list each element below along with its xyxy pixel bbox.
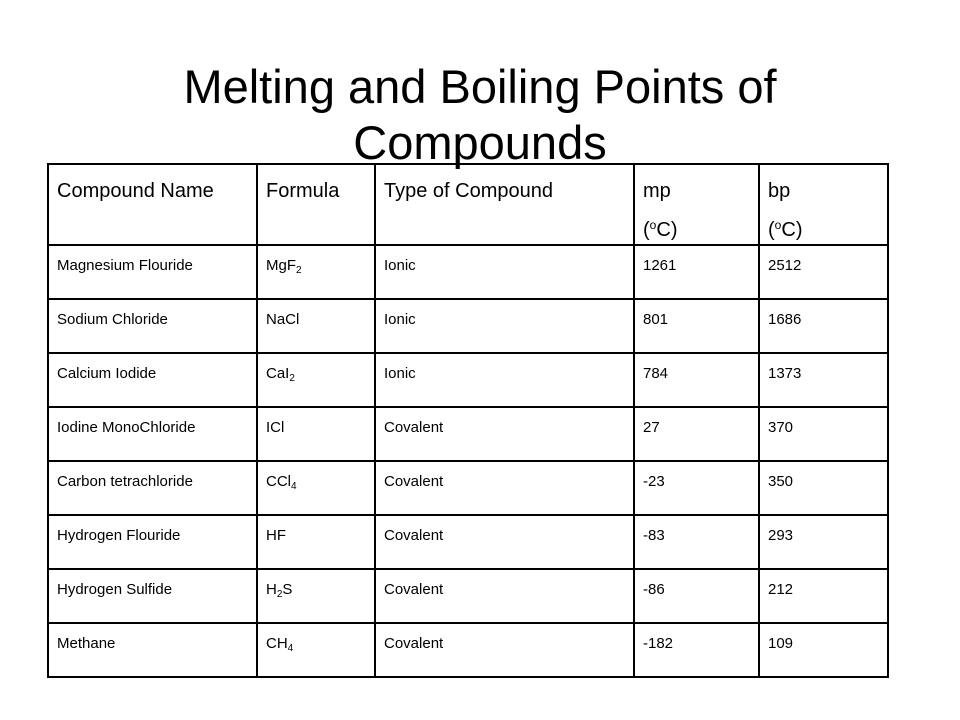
cell-type: Covalent — [375, 623, 634, 677]
cell-mp: -182 — [634, 623, 759, 677]
cell-name: Methane — [48, 623, 257, 677]
cell-formula: ICl — [257, 407, 375, 461]
table-row — [48, 461, 888, 515]
table-row — [48, 353, 888, 407]
table-row — [48, 245, 888, 299]
cell-bp: 1373 — [759, 353, 888, 407]
header-formula: Formula — [257, 164, 375, 245]
header-compound-name: Compound Name — [48, 164, 257, 245]
cell-type: Ionic — [375, 299, 634, 353]
header-mp — [634, 164, 759, 245]
cell-bp: 370 — [759, 407, 888, 461]
cell-mp: 784 — [634, 353, 759, 407]
cell-bp: 2512 — [759, 245, 888, 299]
header-bp-unit: ($^o$C) — [768, 218, 803, 241]
degree-sup: o — [774, 218, 782, 232]
header-bp-label: bp — [768, 180, 791, 202]
cell-mp: 1261 — [634, 245, 759, 299]
header-type: Type of Compound — [375, 164, 634, 245]
header-bp — [759, 164, 888, 245]
cell-type: Ionic — [375, 245, 634, 299]
cell-bp: 212 — [759, 569, 888, 623]
cell-type: Ionic — [375, 353, 634, 407]
header-mp-unit: ($^o$C) — [643, 218, 678, 241]
cell-type: Covalent — [375, 407, 634, 461]
cell-formula: $H_2S$ — [257, 569, 375, 623]
cell-name: Iodine MonoChloride — [48, 407, 257, 461]
table-row — [48, 569, 888, 623]
compounds-table — [47, 163, 889, 678]
cell-name: Sodium Chloride — [48, 299, 257, 353]
cell-formula: $CH_4$ — [257, 623, 375, 677]
table-row — [48, 299, 888, 353]
cell-mp: -23 — [634, 461, 759, 515]
cell-name: Magnesium Flouride — [48, 245, 257, 299]
unit-letter: C — [781, 219, 796, 241]
cell-bp: 109 — [759, 623, 888, 677]
table-row — [48, 515, 888, 569]
cell-name: Calcium Iodide — [48, 353, 257, 407]
degree-sup: o — [649, 218, 657, 232]
title-line-2: Compounds — [353, 116, 607, 170]
table-row — [48, 623, 888, 677]
cell-mp: -86 — [634, 569, 759, 623]
unit-letter: C — [656, 219, 671, 241]
cell-mp: 801 — [634, 299, 759, 353]
cell-name: Hydrogen Flouride — [48, 515, 257, 569]
cell-type: Covalent — [375, 515, 634, 569]
cell-name: Carbon tetrachloride — [48, 461, 257, 515]
cell-formula: CaI$_2$ — [257, 353, 375, 407]
slide-title — [0, 59, 960, 171]
cell-type: Covalent — [375, 569, 634, 623]
cell-formula: HF — [257, 515, 375, 569]
cell-type: Covalent — [375, 461, 634, 515]
cell-bp: 350 — [759, 461, 888, 515]
cell-formula: NaCl — [257, 299, 375, 353]
cell-bp: 293 — [759, 515, 888, 569]
cell-formula: CCl$_4$ — [257, 461, 375, 515]
title-line-1: Melting and Boiling Points of — [183, 60, 777, 114]
cell-mp: 27 — [634, 407, 759, 461]
header-row — [48, 164, 888, 245]
cell-name: Hydrogen Sulfide — [48, 569, 257, 623]
header-mp-label: mp — [643, 180, 671, 202]
cell-bp: 1686 — [759, 299, 888, 353]
cell-formula: MgF$_2$ — [257, 245, 375, 299]
cell-mp: -83 — [634, 515, 759, 569]
table-row — [48, 407, 888, 461]
